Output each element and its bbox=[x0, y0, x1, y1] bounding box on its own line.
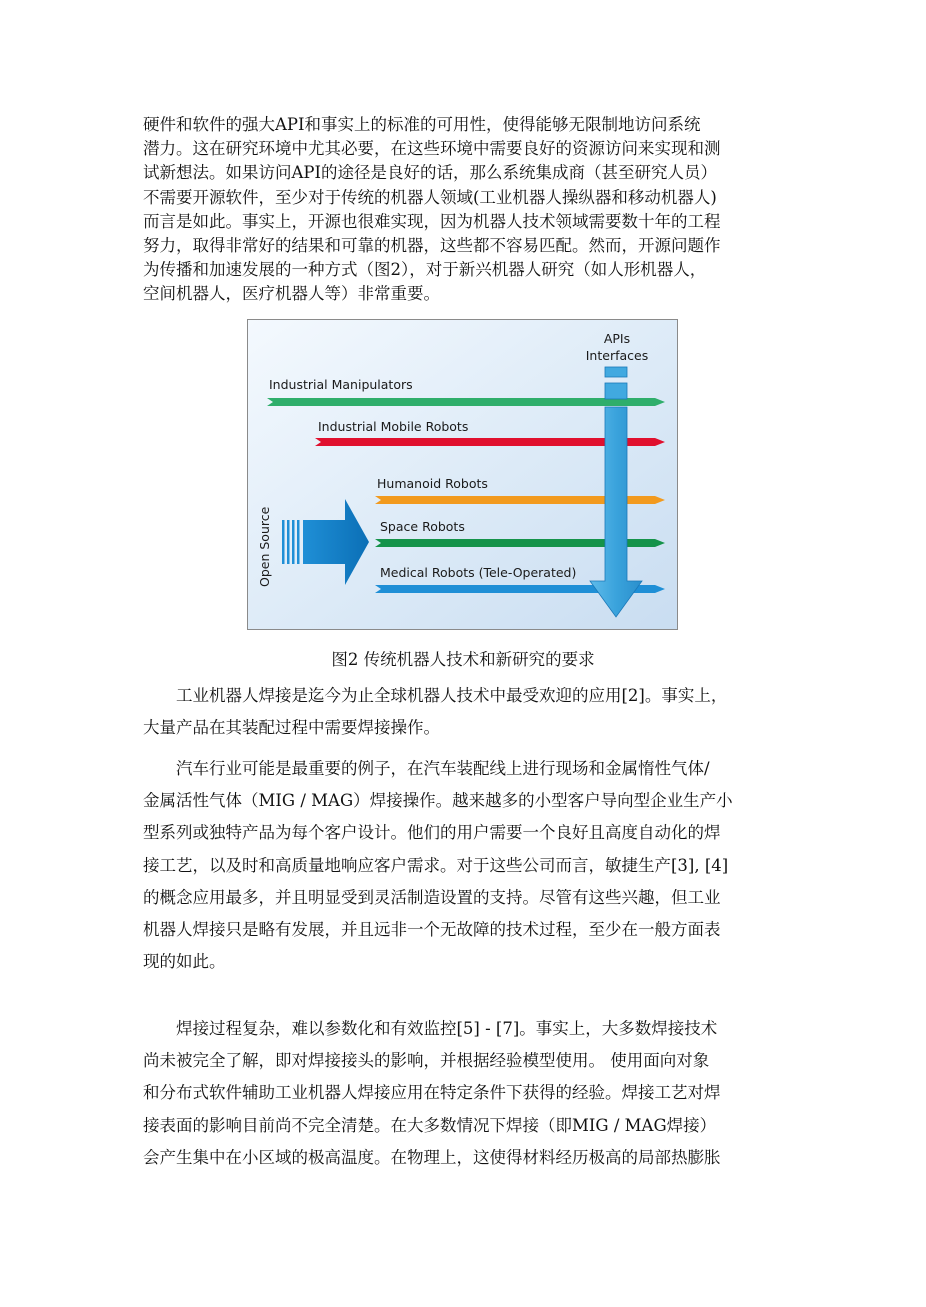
robotics-diagram-svg bbox=[247, 319, 679, 632]
text-line: 型系列或独特产品为每个客户设计。他们的用户需要一个良好且高度自动化的焊 bbox=[143, 823, 721, 843]
arrow-label: Industrial Mobile Robots bbox=[318, 419, 469, 434]
text-line: 接表面的影响目前尚不完全清楚。在大多数情况下焊接（即MIG / MAG焊接） bbox=[143, 1115, 717, 1135]
apis-label: APIs bbox=[603, 331, 631, 346]
figure-caption: 图2 传统机器人技术和新研究的要求 bbox=[331, 650, 595, 669]
text-line: 大量产品在其装配过程中需要焊接操作。 bbox=[143, 718, 440, 738]
text-line: 和分布式软件辅助工业机器人焊接应用在特定条件下获得的经验。焊接工艺对焊 bbox=[143, 1083, 721, 1103]
paragraph-welding-process bbox=[143, 1013, 791, 1174]
paragraph-welding-popular bbox=[143, 680, 791, 744]
text-line: 空间机器人，医疗机器人等）非常重要。 bbox=[143, 284, 440, 304]
text-line: 试新想法。如果访问API的途径是良好的话，那么系统集成商（甚至研究人员） bbox=[143, 163, 718, 183]
arrow-label: Humanoid Robots bbox=[377, 476, 488, 491]
os-stripe bbox=[287, 520, 290, 564]
api-block-medium bbox=[605, 383, 627, 399]
arrow-label: Medical Robots (Tele-Operated) bbox=[380, 565, 577, 580]
text-line: 会产生集中在小区域的极高温度。在物理上，这使得材料经历极高的局部热膨胀 bbox=[143, 1147, 721, 1167]
text-line: 金属活性气体（MIG / MAG）焊接操作。越来越多的小型客户导向型企业生产小 bbox=[143, 791, 733, 811]
text-line: 为传播和加速发展的一种方式（图2），对于新兴机器人研究（如人形机器人， bbox=[143, 260, 707, 280]
text-line: 而言是如此。事实上，开源也很难实现，因为机器人技术领域需要数十年的工程 bbox=[143, 211, 721, 231]
figure-2-diagram bbox=[247, 319, 679, 632]
text-line: 潜力。这在研究环境中尤其必要，在这些环境中需要良好的资源访问来实现和测 bbox=[143, 139, 721, 159]
text-line: 尚未被完全了解，即对焊接接头的影响，并根据经验模型使用。 使用面向对象 bbox=[143, 1051, 710, 1071]
arrow-label: Industrial Manipulators bbox=[269, 377, 413, 392]
arrow-label: Space Robots bbox=[380, 519, 465, 534]
open-source-label: Open Source bbox=[257, 506, 272, 587]
os-stripe bbox=[297, 520, 300, 564]
paragraph-automotive bbox=[143, 753, 791, 978]
interfaces-label: Interfaces bbox=[585, 348, 649, 363]
os-stripe bbox=[282, 520, 285, 564]
text-line: 焊接过程复杂，难以参数化和有效监控[5] - [7]。事实上，大多数焊接技术 bbox=[176, 1019, 718, 1038]
text-line: 现的如此。 bbox=[143, 952, 226, 972]
text-line: 努力，取得非常好的结果和可靠的机器，这些都不容易匹配。然而，开源问题作 bbox=[143, 236, 721, 256]
text-line: 汽车行业可能是最重要的例子，在汽车装配线上进行现场和金属惰性气体/ bbox=[176, 759, 710, 778]
text-line: 的概念应用最多，并且明显受到灵活制造设置的支持。尽管有这些兴趣，但工业 bbox=[143, 887, 721, 907]
text-line: 硬件和软件的强大API和事实上的标准的可用性，使得能够无限制地访问系统 bbox=[143, 115, 701, 134]
text-line: 接工艺，以及时和高质量地响应客户需求。对于这些公司而言，敏捷生产[3], [4] bbox=[143, 855, 729, 875]
os-stripe bbox=[292, 520, 295, 564]
text-line: 机器人焊接只是略有发展，并且远非一个无故障的技术过程，至少在一般方面表 bbox=[143, 920, 721, 940]
paragraph-intro bbox=[143, 113, 791, 307]
text-line: 不需要开源软件，至少对于传统的机器人领域(工业机器人操纵器和移动机器人) bbox=[143, 187, 717, 207]
api-block-small bbox=[605, 367, 627, 377]
text-line: 工业机器人焊接是迄今为止全球机器人技术中最受欢迎的应用[2]。事实上， bbox=[176, 686, 728, 705]
